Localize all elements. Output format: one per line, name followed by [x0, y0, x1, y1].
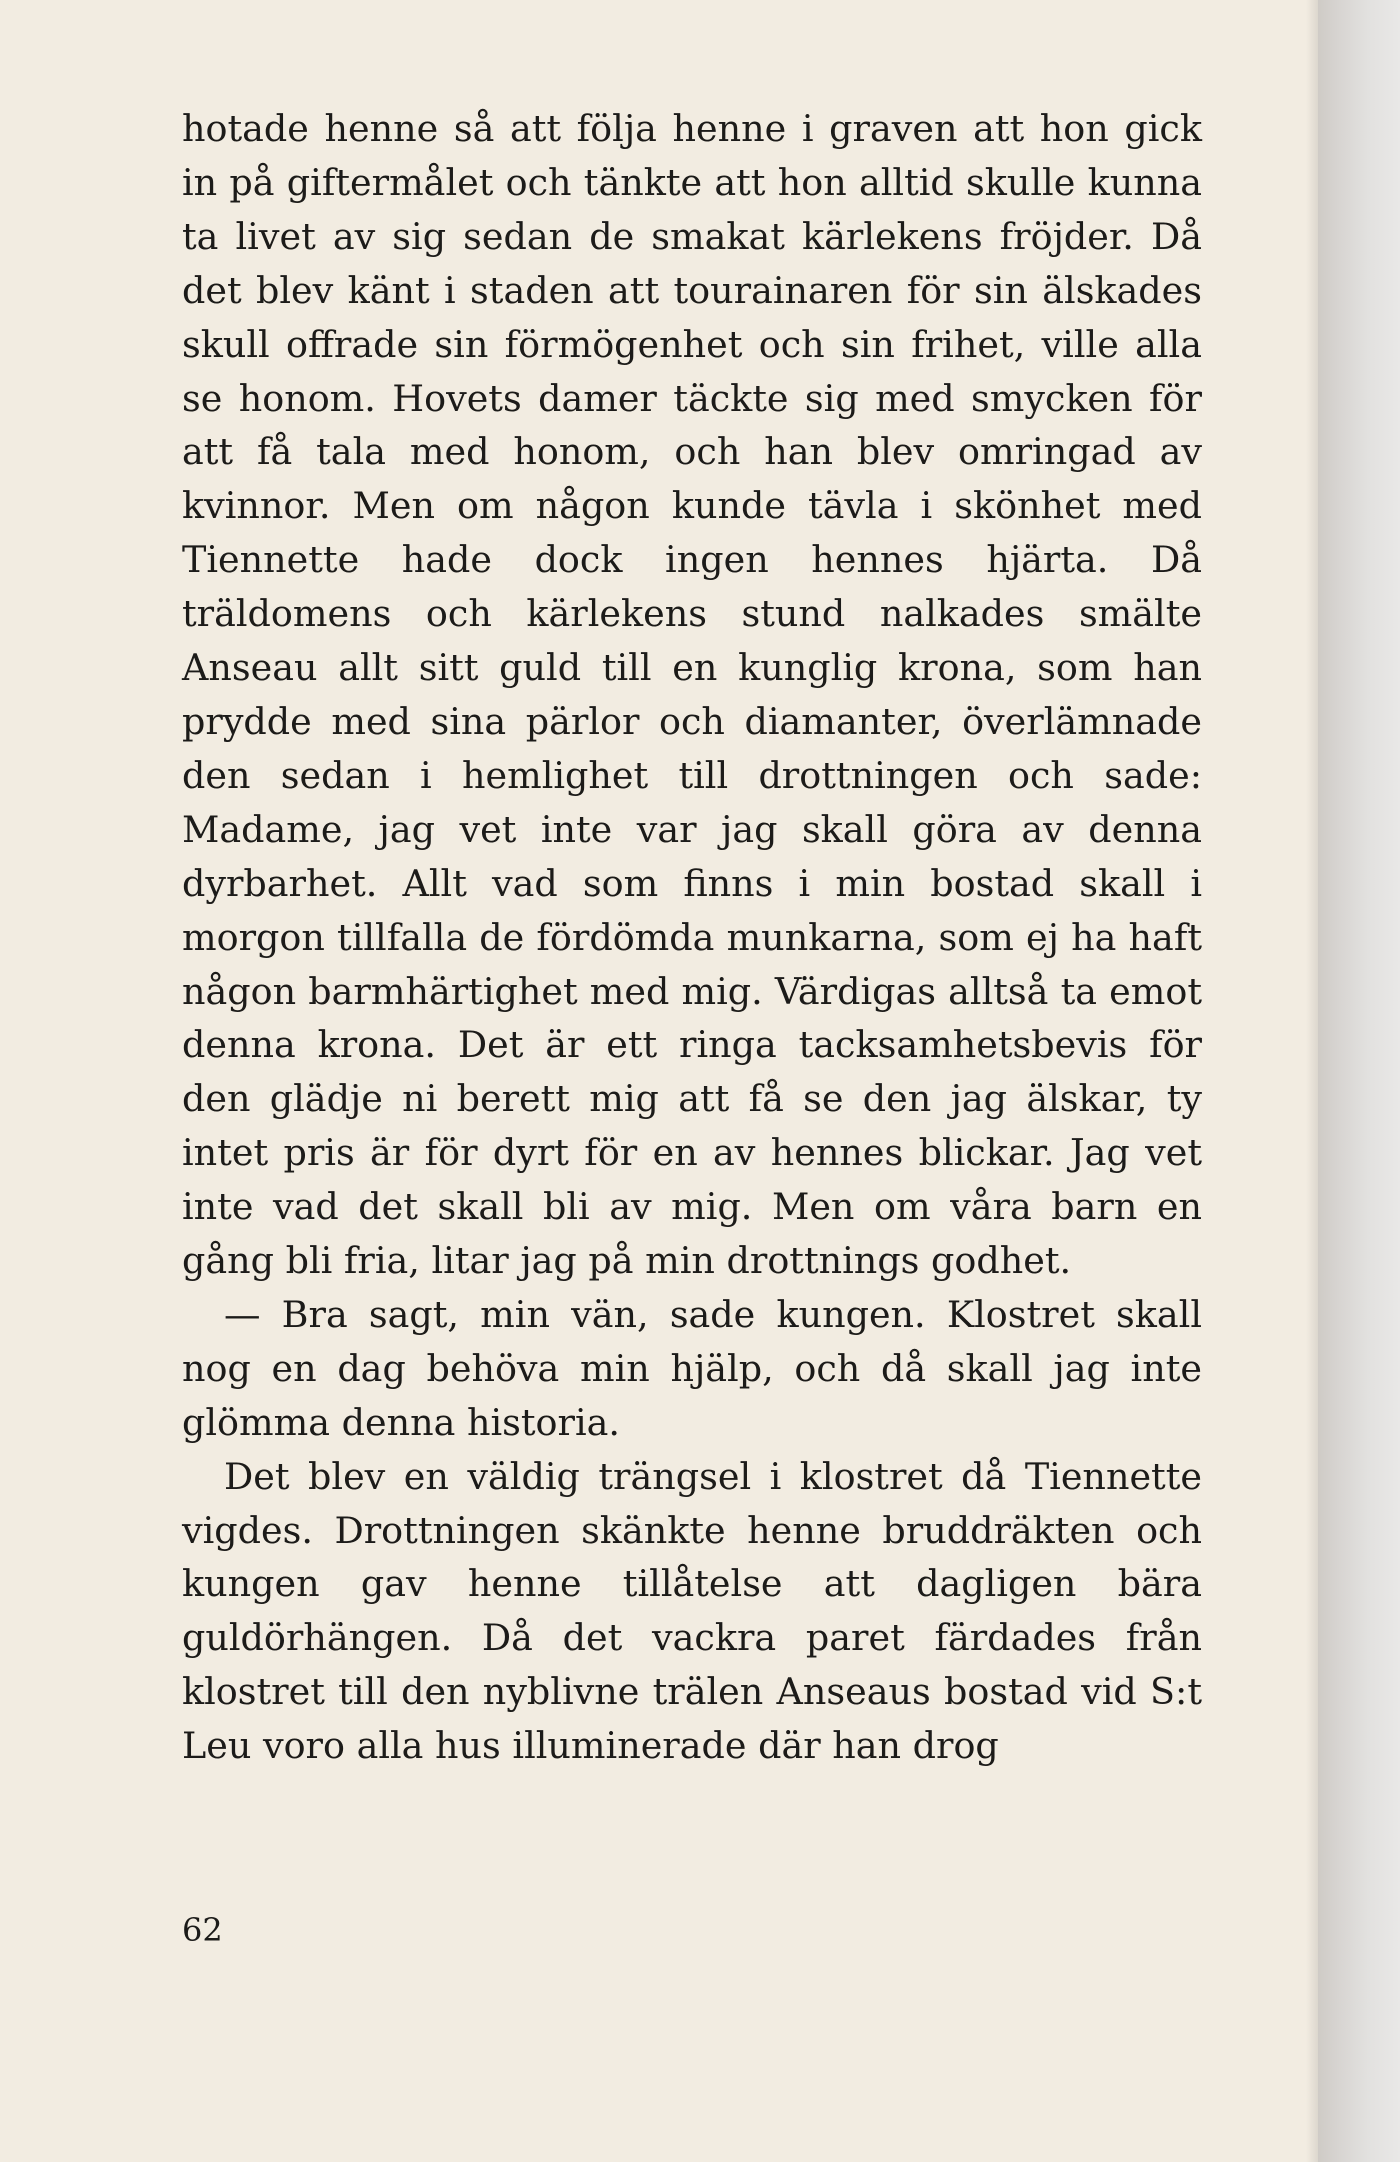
paragraph-3: Det blev en väldig trängsel i klostret då Tiennette vigdes. Drottningen skänkte henne bruddräkten och kungen gav henne tillåtelse att dagligen bära guldörhängen. Då det vackra paret färdades från klostret till den nyblivne trälen Anseaus bostad vid S:t Leu voro alla hus illuminerade där han drog — [182, 1454, 1202, 1768]
paragraph-2: — Bra sagt, min vän, sade kungen. Klostret skall nog en dag behöva min hjälp, och då skall jag inte glömma denna historia. — [182, 1292, 1202, 1444]
page-number: 62 — [182, 1911, 223, 1949]
paragraph-1: hotade henne så att följa henne i graven att hon gick in på giftermålet och tänkte att hon alltid skulle kunna ta livet av sig sedan de smakat kärlekens fröjder. Då det blev känt i staden att tourainaren för sin älskades skull offrade sin förmögenhet och sin frihet, ville alla se honom. Hovets damer täckte sig med smycken för att få tala med honom, och han blev omringad av kvinnor. Men om någon kunde tävla i skönhet med Tiennette hade dock ingen hennes hjärta. Då träldomens och kärlekens stund nalkades smälte Anseau allt sitt guld till en kunglig krona, som han prydde med sina pärlor och diamanter, överlämnade den sedan i hemlighet till drottningen och sade: Madame, jag vet inte var jag skall göra av denna dyrbarhet. Allt vad som finns i min bostad skall i morgon tillfalla de fördömda munkarna, som ej ha haft någon barmhärtighet med mig. Värdigas alltså ta emot denna krona. Det är ett ringa tacksamhetsbevis för den glädje ni berett mig att få se den jag älskar, ty intet pris är för dyrt för en av hennes blickar. Jag vet inte vad det skall bli av mig. Men om våra barn en gång bli fria, litar jag på min drottnings godhet. — [182, 107, 1202, 1283]
book-gutter — [1318, 0, 1400, 2162]
body-text — [182, 102, 1202, 1773]
